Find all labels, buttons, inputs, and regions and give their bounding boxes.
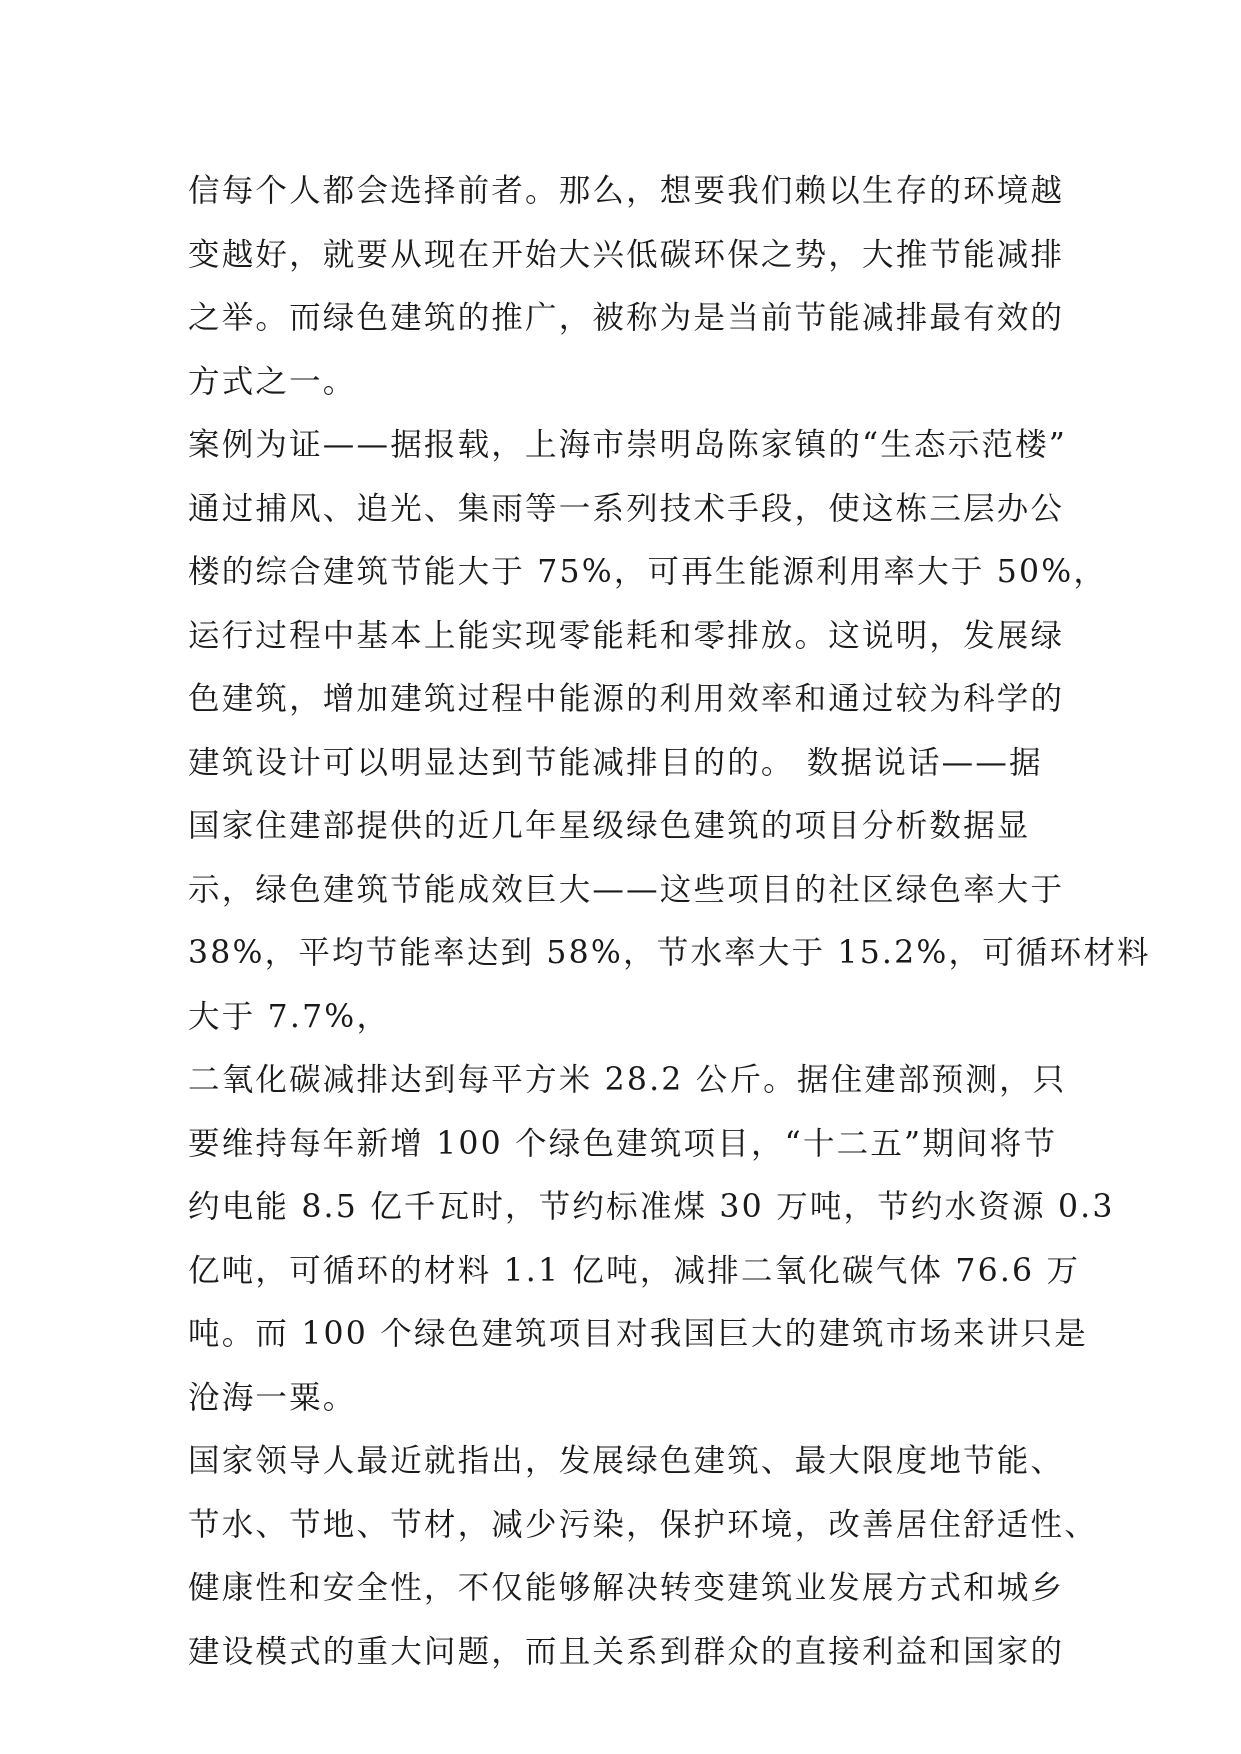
text-line: 方式之一。 <box>188 363 357 400</box>
text-line: 亿吨，可循环的材料 1.1 亿吨，减排二氧化碳气体 76.6 万 <box>188 1252 1081 1289</box>
text-line: 通过捕风、追光、集雨等一系列技术手段，使这栋三层办公 <box>188 490 1065 527</box>
text-line: 国家住建部提供的近几年星级绿色建筑的项目分析数据显 <box>188 808 1031 844</box>
text-line: 色建筑，增加建筑过程中能源的利用效率和通过较为科学的 <box>188 681 1065 717</box>
text-line: 节水、节地、节材，减少污染，保护环境，改善居住舒适性、 <box>188 1506 1098 1543</box>
text-line: 示，绿色建筑节能成效巨大——这些项目的社区绿色率大于 <box>188 871 1065 908</box>
text-line: 大于 7.7%， <box>188 998 391 1035</box>
text-line: 运行过程中基本上能实现零能耗和零排放。这说明，发展绿 <box>188 617 1065 654</box>
text-line: 案例为证——据报载，上海市崇明岛陈家镇的“生态示范楼” <box>188 427 1068 463</box>
text-line: 二氧化碳减排达到每平方米 28.2 公斤。据住建部预测，只 <box>188 1062 1067 1098</box>
text-line: 信每个人都会选择前者。那么，想要我们赖以生存的环境越 <box>188 173 1065 209</box>
text-line: 吨。而 100 个绿色建筑项目对我国巨大的建筑市场来讲只是 <box>188 1316 1088 1352</box>
text-line: 要维持每年新增 100 个绿色建筑项目，“十二五”期间将节 <box>188 1125 1058 1162</box>
text-line: 建设模式的重大问题，而且关系到群众的直接利益和国家的 <box>188 1633 1065 1670</box>
text-line: 楼的综合建筑节能大于 75%，可再生能源利用率大于 50%， <box>188 554 1108 590</box>
body-text <box>188 160 1151 1684</box>
text-line: 沧海一粟。 <box>188 1379 357 1416</box>
text-line: 约电能 8.5 亿千瓦时，节约标准煤 30 万吨，节约水资源 0.3 <box>188 1189 1115 1225</box>
text-line: 国家领导人最近就指出，发展绿色建筑、最大限度地节能、 <box>188 1443 1065 1479</box>
text-line: 健康性和安全性，不仅能够解决转变建筑业发展方式和城乡 <box>188 1570 1065 1606</box>
text-line: 之举。而绿色建筑的推广，被称为是当前节能减排最有效的 <box>188 300 1065 336</box>
text-line: 38%，平均节能率达到 58%，节水率大于 15.2%，可循环材料 <box>188 935 1151 971</box>
text-line: 建筑设计可以明显达到节能减排目的的。 数据说话——据 <box>188 744 1043 781</box>
text-line: 变越好，就要从现在开始大兴低碳环保之势，大推节能减排 <box>188 236 1065 273</box>
